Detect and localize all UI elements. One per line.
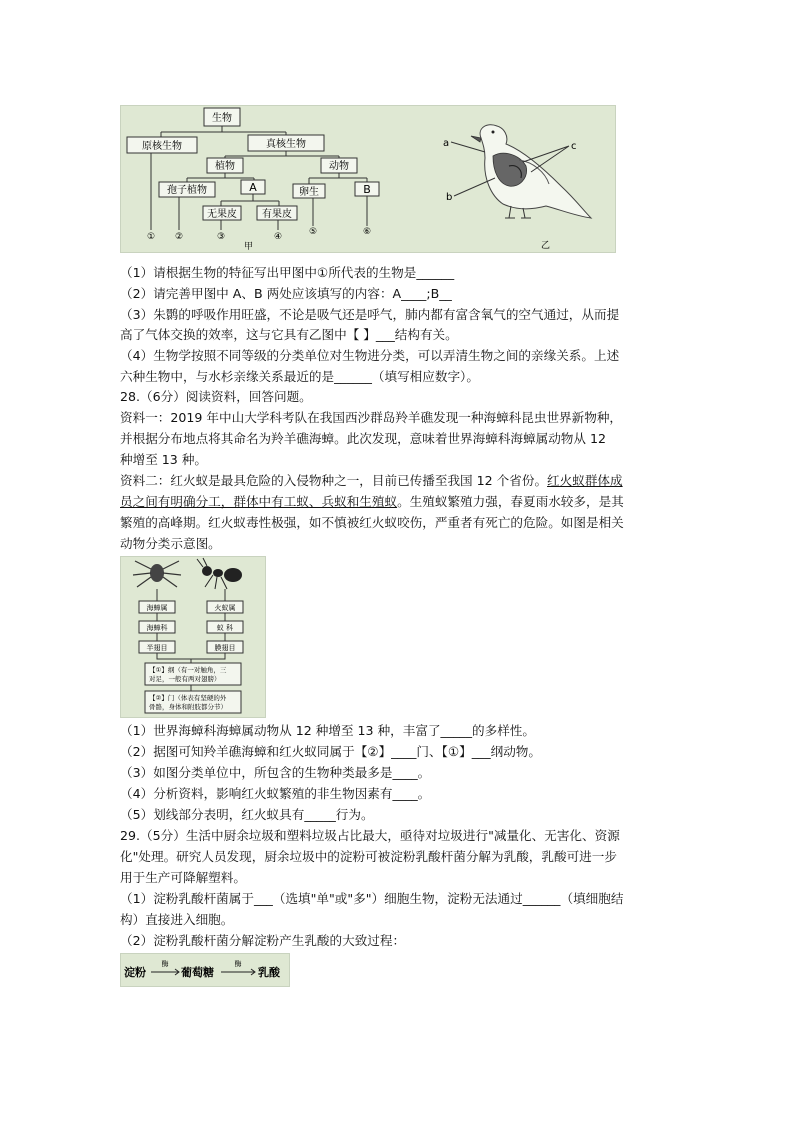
material2-text: 资料二：红火蚁是最具危险的入侵物种之一，目前已传播至我国 12 个省份。 <box>120 473 548 488</box>
q27-line-5: （4）生物学按照不同等级的分类单位对生物进分类，可以弄清生物之间的亲缘关系。上述 <box>120 348 620 363</box>
q28-material2-line-1 <box>120 472 680 490</box>
leaf-4: ④ <box>273 232 283 242</box>
node-spore-plant-label: 孢子植物 <box>167 185 207 196</box>
node-no-pericarp-label: 无果皮 <box>207 209 237 220</box>
leaf-1: ① <box>146 232 156 242</box>
leaf-5: ⑤ <box>308 227 318 237</box>
node-pericarp-label: 有果皮 <box>262 209 292 220</box>
family-sea-skater-label: 海蟑科 <box>146 624 168 632</box>
node-oviparous-label: 卵生 <box>299 187 319 198</box>
bird-label-b: b <box>446 192 453 203</box>
process-lactic-acid: 乳酸 <box>258 966 280 979</box>
q28-sub-5: （5）划线部分表明，红火蚁具有_____行为。 <box>120 807 374 822</box>
class-label-line-1: 【①】纲（有一对触角，三 <box>149 666 227 674</box>
sea-skater-image <box>133 561 181 587</box>
q28-heading: 28.（6分）阅读资料，回答问题。 <box>120 389 312 404</box>
genus-fire-ant-label: 火蚁属 <box>214 604 236 612</box>
bird-illustration <box>443 125 591 251</box>
leaf-6: ⑥ <box>362 227 372 237</box>
class-label-line-2: 对足，一般有两对翅膀） <box>149 675 221 683</box>
order-hymenoptera-label: 膜翅目 <box>214 644 236 652</box>
genus-sea-skater-label: 海蟑属 <box>146 604 168 612</box>
material2-text: 。生殖蚁繁殖力强，春夏雨水较多，是其 <box>397 494 624 509</box>
q28-material2-line-3: 繁殖的高峰期。红火蚁毒性极强，如不慎被红火蚁咬伤，严重者有死亡的危险。如图是相关 <box>120 515 624 530</box>
bird-label-a: a <box>443 138 450 149</box>
q28-material1-line-2: 并根据分布地点将其命名为羚羊礁海蟑。此次发现，意味着世界海蟑科海蟑属动物从 12 <box>120 431 606 446</box>
bird-label-c: c <box>571 141 577 152</box>
phylum-label-line-1: 【②】门（体表有坚硬的外 <box>149 694 227 702</box>
figure-caption-jia: 甲 <box>244 242 254 252</box>
node-plant-label: 植物 <box>215 161 235 172</box>
tree-diagram <box>121 106 615 252</box>
q29-line-2: 化"处理。研究人员发现，厨余垃圾中的淀粉可被淀粉乳酸杆菌分解为乳酸，乳酸可进一步 <box>120 849 617 864</box>
order-hemiptera-label: 半翅目 <box>146 644 168 652</box>
q28-material2-line-2 <box>120 493 680 511</box>
classification-bird-figure <box>120 105 616 253</box>
fire-ant-image <box>197 558 242 589</box>
leaf-2: ② <box>174 232 184 242</box>
q29-line-6: （2）淀粉乳酸杆菌分解淀粉产生乳酸的大致过程： <box>120 933 406 948</box>
process-starch: 淀粉 <box>124 966 146 979</box>
q28-sub-3: （3）如图分类单位中，所包含的生物种类最多是____。 <box>120 765 431 780</box>
q28-material1-line-1: 资料一：2019 年中山大学科考队在我国西沙群岛羚羊礁发现一种海蟑科昆虫世界新物种， <box>120 410 623 425</box>
q28-sub-2: （2）据图可知羚羊礁海蟑和红火蚁同属于【②】____门、【①】___纲动物。 <box>120 744 541 759</box>
q27-line-1: （1）请根据生物的特征写出甲图中①所代表的生物是______ <box>120 265 455 280</box>
q29-line-3: 用于生产可降解塑料。 <box>120 870 246 885</box>
family-ant-label: 蚁 科 <box>216 624 234 632</box>
underlined-text: 红火蚁群体成 <box>547 473 623 488</box>
node-root-label: 生物 <box>212 113 232 124</box>
q28-material1-line-3: 种增至 13 种。 <box>120 452 208 467</box>
node-prokaryote-label: 原核生物 <box>142 141 182 152</box>
phylum-label-line-2: 骨骼，身体和附肢都分节） <box>149 703 227 711</box>
enzyme-label-1: 酶 <box>161 960 169 968</box>
underlined-text: 员之间有明确分工，群体中有工蚁、兵蚁和生殖蚁 <box>120 494 398 509</box>
node-B-label: B <box>363 183 371 196</box>
q28-material2-line-4: 动物分类示意图。 <box>120 536 221 551</box>
node-animal-label: 动物 <box>329 161 349 172</box>
q27-line-6: 六种生物中，与水杉亲缘关系最近的是______（填写相应数字）。 <box>120 369 479 384</box>
q29-line-4: （1）淀粉乳酸杆菌属于___（选填"单"或"多"）细胞生物，淀粉无法通过______（填细胞结 <box>120 891 624 906</box>
figure-caption-yi: 乙 <box>541 241 551 251</box>
q28-sub-4: （4）分析资料，影响红火蚁繁殖的非生物因素有____。 <box>120 786 431 801</box>
q28-sub-1: （1）世界海蟑科海蟑属动物从 12 种增至 13 种，丰富了_____的多样性。 <box>120 723 535 738</box>
process-glucose: 葡萄糖 <box>181 966 214 979</box>
process-diagram <box>121 954 289 986</box>
starch-process-figure <box>120 953 290 987</box>
q29-line-5: 构）直接进入细胞。 <box>120 912 234 927</box>
node-eukaryote-label: 真核生物 <box>266 139 306 150</box>
q29-line-1: 29.（5分）生活中厨余垃圾和塑料垃圾占比最大，亟待对垃圾进行"减量化、无害化、资源 <box>120 828 620 843</box>
arrow-icon <box>151 969 179 975</box>
arrow-icon <box>221 969 255 975</box>
q27-line-4: 高了气体交换的效率，这与它具有乙图中【 】___结构有关。 <box>120 327 458 342</box>
enzyme-label-2: 酶 <box>234 960 242 968</box>
leaf-3: ③ <box>216 232 226 242</box>
q27-line-3: （3）朱鹮的呼吸作用旺盛，不论是吸气还是呼气，肺内都有富含氧气的空气通过，从而提 <box>120 307 620 322</box>
q27-line-2: （2）请完善甲图中 A、B 两处应该填写的内容：A____;B__ <box>120 286 452 301</box>
node-A-label: A <box>249 181 257 194</box>
insect-classification-figure <box>120 556 266 718</box>
insect-diagram <box>121 557 265 717</box>
